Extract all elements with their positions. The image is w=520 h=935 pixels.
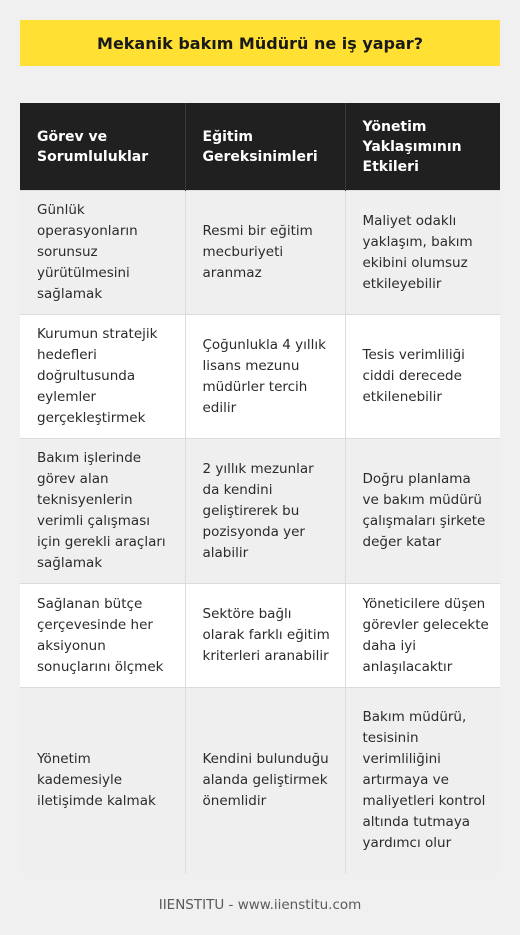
table-cell: Doğru planlama ve bakım müdürü çalışmaları şirkete değer katar bbox=[345, 439, 500, 584]
table-cell: Yönetim kademesiyle iletişimde kalmak bbox=[20, 688, 185, 874]
table-cell: Günlük operasyonların sorunsuz yürütülmesini sağlamak bbox=[20, 191, 185, 315]
table-cell: Kendini bulunduğu alanda geliştirmek önemlidir bbox=[185, 688, 345, 874]
footer-credit: IIENSTITU - www.iienstitu.com bbox=[158, 897, 362, 913]
column-header-education: Eğitim Gereksinimleri bbox=[185, 103, 345, 191]
table-row bbox=[20, 191, 500, 315]
page-title: Mekanik bakım Müdürü ne iş yapar? bbox=[20, 20, 500, 66]
table-cell: Sektöre bağlı olarak farklı eğitim kriterleri aranabilir bbox=[185, 584, 345, 688]
table-cell: Yöneticilere düşen görevler gelecekte daha iyi anlaşılacaktır bbox=[345, 584, 500, 688]
table-cell: Tesis verimliliği ciddi derecede etkilenebilir bbox=[345, 315, 500, 439]
table-cell: Maliyet odaklı yaklaşım, bakım ekibini olumsuz etkileyebilir bbox=[345, 191, 500, 315]
table-row bbox=[20, 688, 500, 874]
table-row bbox=[20, 315, 500, 439]
info-table bbox=[20, 103, 500, 874]
column-header-management-effects: Yönetim Yaklaşımının Etkileri bbox=[345, 103, 500, 191]
table-cell: Bakım müdürü, tesisinin verimliliğini artırmaya ve maliyetleri kontrol altında tutmaya yardımcı olur bbox=[345, 688, 500, 874]
table-cell: Sağlanan bütçe çerçevesinde her aksiyonun sonuçlarını ölçmek bbox=[20, 584, 185, 688]
table-cell: Kurumun stratejik hedefleri doğrultusunda eylemler gerçekleştirmek bbox=[20, 315, 185, 439]
table-cell: Resmi bir eğitim mecburiyeti aranmaz bbox=[185, 191, 345, 315]
table-row bbox=[20, 584, 500, 688]
table-cell: 2 yıllık mezunlar da kendini geliştirerek bu pozisyonda yer alabilir bbox=[185, 439, 345, 584]
column-header-duties: Görev ve Sorumluluklar bbox=[20, 103, 185, 191]
table-row bbox=[20, 439, 500, 584]
table-header-row bbox=[20, 103, 500, 191]
table-cell: Çoğunlukla 4 yıllık lisans mezunu müdürler tercih edilir bbox=[185, 315, 345, 439]
table-cell: Bakım işlerinde görev alan teknisyenlerin verimli çalışması için gerekli araçları sağlamak bbox=[20, 439, 185, 584]
